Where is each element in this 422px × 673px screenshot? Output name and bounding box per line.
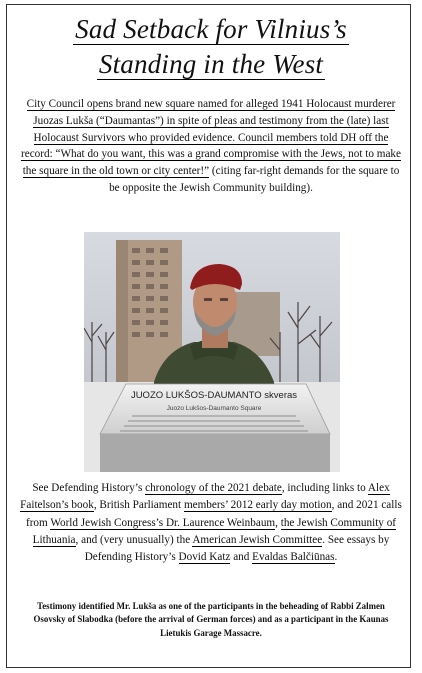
link-alex-faitelson-book[interactable]: Alex Faitelson’s book bbox=[20, 482, 390, 512]
links-text-3: , British Parliament bbox=[93, 499, 184, 512]
intro-paragraph bbox=[18, 96, 404, 197]
headline-line-2-text: Standing in the West bbox=[98, 49, 324, 79]
intro-underlined-text: City Council opens brand new square named for alleged 1941 Holocaust murderer Juozas Lukša (“Daumantas”) in spite of pleas and testimony from the (late) last Holocaust Survivors who provided evidence. Council members told DH off the record: “What do you want, this was a grand compromise with the Jews, not to make the square in the old town or city center!” bbox=[21, 98, 401, 178]
photo-illustration bbox=[84, 232, 340, 472]
intro-rest-text: (citing far-right demands for the square to be opposite the Jewish Community building). bbox=[109, 165, 400, 194]
links-text-5: , bbox=[275, 516, 281, 529]
headline-line-1-text: Sad Setback for Vilnius’s bbox=[75, 14, 347, 44]
link-dovid-katz[interactable]: Dovid Katz bbox=[178, 551, 231, 564]
links-text-1: See Defending History’s bbox=[32, 482, 146, 494]
link-jewish-community-lithuania[interactable]: the Jewish Community of Lithuania bbox=[32, 516, 397, 546]
headline-line-1 bbox=[0, 14, 422, 44]
link-chronology-2021-debate[interactable]: chronology of the 2021 debate bbox=[145, 482, 282, 494]
link-wjc-weinbaum[interactable]: World Jewish Congress’s Dr. Laurence Weinbaum bbox=[50, 516, 276, 529]
links-text-2: , including links to bbox=[281, 482, 368, 494]
testimony-note: Testimony identified Mr. Lukša as one of the participants in the beheading of Rabbi Zalmen Osovsky of Slabodka (before the arrival of German forces) and as a participant in the Kaunas Lietukis Garage Massacre. bbox=[33, 601, 389, 638]
links-text-6: , and (very unusually) the bbox=[75, 533, 193, 546]
links-text-7: . See essays by Defending History’s bbox=[84, 533, 390, 564]
links-text-8: and bbox=[230, 551, 253, 564]
plaque-subtitle: Juozo Lukšos-Daumanto Square bbox=[166, 405, 262, 412]
link-american-jewish-committee[interactable]: American Jewish Committee bbox=[192, 533, 323, 546]
links-paragraph bbox=[16, 480, 406, 566]
link-early-day-motion[interactable]: members’ 2012 early day motion bbox=[183, 499, 332, 512]
memorial-plaque bbox=[100, 384, 330, 472]
links-text-4: , and 2021 calls from bbox=[25, 499, 402, 529]
links-text-9: . bbox=[334, 551, 338, 564]
plaque-title: JUOZO LUKŠOS-DAUMANTO skveras bbox=[130, 390, 298, 401]
photo bbox=[84, 232, 340, 472]
headline-line-2 bbox=[0, 49, 422, 79]
link-evaldas-balciunas[interactable]: Evaldas Balčiūnas bbox=[252, 551, 335, 564]
